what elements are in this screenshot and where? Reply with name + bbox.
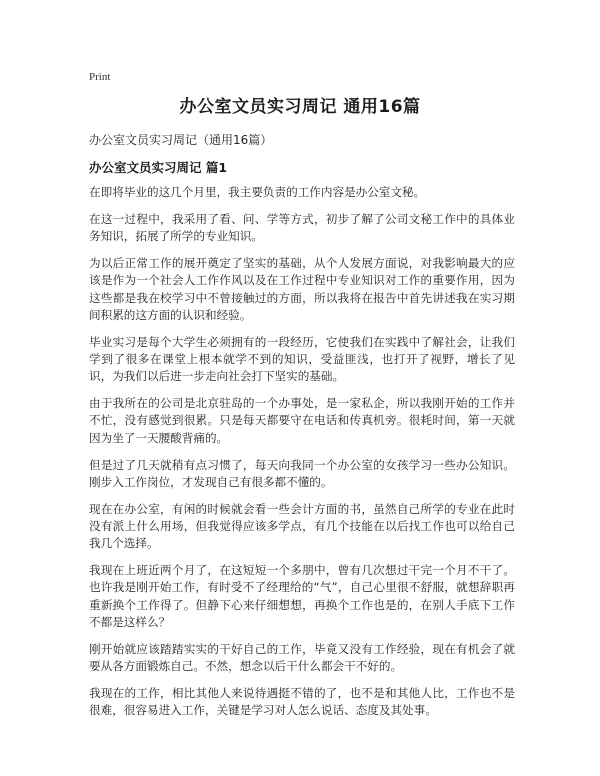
paragraph: 在这一过程中，我采用了看、问、学等方式，初步了解了公司文秘工作中的具体业务知识，拓展了所学的专业知识。 — [89, 212, 515, 244]
paragraph: 但是过了几天就稍有点习惯了，每天向我同一个办公室的女孩学习一些办公知识。刚步入工作岗位，才发现自己有很多都不懂的。 — [89, 457, 515, 489]
body-text — [89, 184, 515, 729]
paragraph: 毕业实习是每个大学生必须拥有的一段经历，它使我们在实践中了解社会，让我们学到了很多在课堂上根本就学不到的知识，受益匪浅，也打开了视野，增长了见识，为我们以后进一步走向社会打下坚实的基础。 — [89, 334, 515, 384]
section-heading: 办公室文员实习周记 篇1 — [89, 160, 228, 175]
print-label: Print — [89, 71, 111, 83]
paragraph: 由于我所在的公司是北京驻岛的一个办事处，是一家私企，所以我刚开始的工作并不忙，没有感觉到很累。只是每天都要守在电话和传真机旁。很耗时间，第一天就因为坐了一天腰酸背痛的。 — [89, 396, 515, 445]
paragraph: 在即将毕业的这几个月里，我主要负责的工作内容是办公室文秘。 — [89, 185, 426, 199]
paragraph: 刚开始就应该踏踏实实的干好自己的工作，毕竟又没有工作经验，现在有机会了就要从各方面锻炼自己。不然，想念以后干什么都会干不好的。 — [89, 641, 515, 674]
document-subtitle: 办公室文员实习周记（通用16篇） — [89, 133, 273, 147]
paragraph: 为以后正常工作的展开奠定了坚实的基础，从个人发展方面说，对我影响最大的应该是作为一个社会人工作作风以及在工作过程中专业知识对工作的重要作用，因为这些都是我在校学习中不曾接触过的方面，所以我将在报告中首先讲述我在实习期间积累的这方面的认识和经验。 — [89, 256, 515, 322]
paragraph: 我现在上班近两个月了，在这短短一个多朋中，曾有几次想过干完一个月不干了。也许我是刚开始工作，有时受不了经理给的“气”，自己心里很不舒服，就想辞职再重新换个工作得了。但静下心来仔细想想，再换个工作也是的，在别人手底下工作不都是这样么？ — [89, 563, 515, 629]
paragraph: 现在在办公室，有闲的时候就会看一些会计方面的书，虽然自己所学的专业在此时没有派上什么用场，但我觉得应该多学点，有几个技能在以后找工作也可以给自己我几个选择。 — [89, 501, 515, 551]
document-title: 办公室文员实习周记 通用16篇 — [179, 97, 421, 117]
paragraph: 我现在的工作，相比其他人来说待遇挺不错的了，也不是和其他人比，工作也不是很难，很容易进入工作，关键是学习对人怎么说话、态度及其处事。 — [89, 686, 515, 718]
